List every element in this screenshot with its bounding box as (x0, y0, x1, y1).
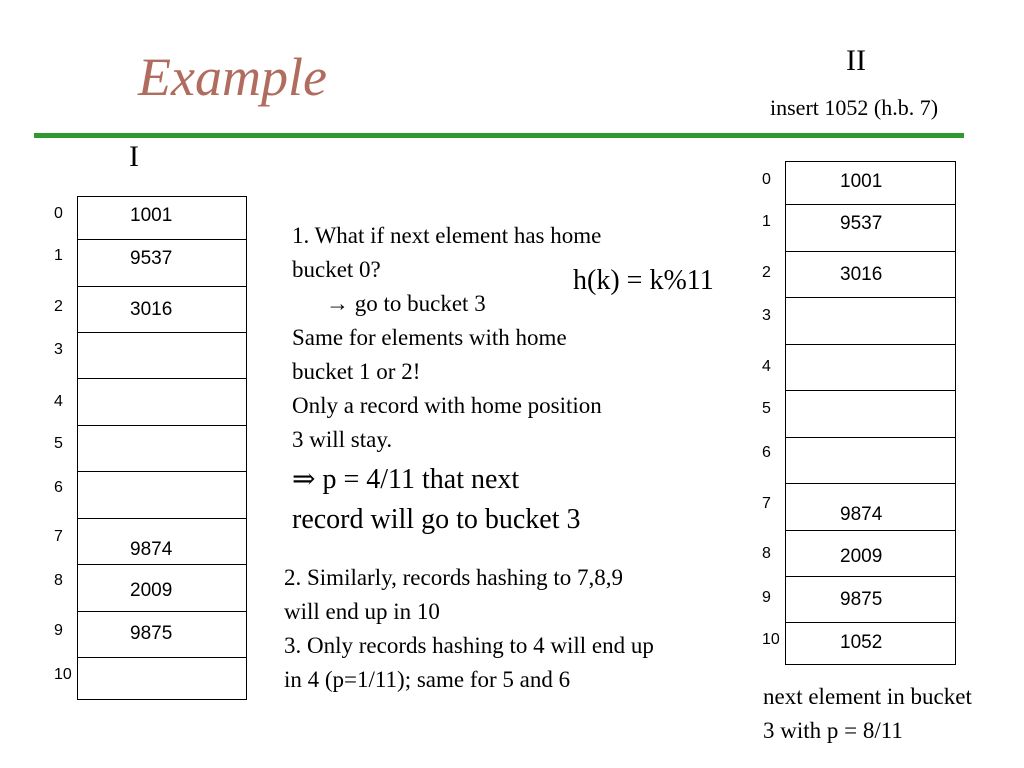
q1-line-2: bucket 0? (292, 257, 381, 282)
title-divider (34, 133, 964, 138)
right-note (763, 680, 972, 748)
bucket-value: 9875 (840, 589, 883, 610)
bucket-value: 1001 (840, 171, 883, 192)
bucket-index: 3 (54, 341, 63, 358)
bucket-value: 1052 (840, 632, 883, 653)
question-1-block (292, 219, 602, 457)
bucket-index: 8 (762, 545, 771, 562)
q1-line-5: bucket 1 or 2! (292, 359, 421, 384)
bucket-index: 9 (762, 589, 771, 606)
question-1-conclusion (292, 460, 580, 540)
q2-line-2: will end up in 10 (284, 599, 440, 624)
bucket-cell (785, 344, 956, 391)
bucket-index: 5 (54, 435, 63, 452)
bucket-index: 2 (54, 298, 63, 315)
insert-note: insert 1052 (h.b. 7) (770, 95, 939, 120)
bucket-value: 2009 (130, 580, 173, 601)
bucket-value: 1001 (130, 205, 173, 226)
right-note-line-1: next element in bucket (763, 684, 972, 709)
q1-line-8: ⇒ p = 4/11 that next (292, 464, 520, 495)
bucket-index: 9 (54, 622, 63, 639)
bucket-value: 9874 (130, 539, 173, 560)
bucket-cell (785, 437, 956, 484)
bucket-value: 3016 (840, 264, 883, 285)
bucket-cell (785, 297, 956, 345)
right-note-line-2: 3 with p = 8/11 (763, 718, 903, 743)
label-i: I (129, 140, 139, 173)
bucket-index: 10 (762, 631, 780, 648)
bucket-index: 10 (54, 666, 72, 683)
hash-formula: h(k) = k%11 (573, 265, 714, 296)
q3-line-2: in 4 (p=1/11); same for 5 and 6 (284, 667, 571, 692)
slide-title: Example (138, 47, 327, 107)
bucket-cell (77, 378, 247, 426)
bucket-index: 7 (762, 495, 771, 512)
q1-line-1: 1. What if next element has home (292, 223, 602, 248)
bucket-index: 1 (762, 213, 771, 230)
bucket-index: 0 (762, 171, 771, 188)
q1-line-7: 3 will stay. (292, 427, 393, 452)
bucket-cell (77, 657, 247, 700)
bucket-value: 9537 (130, 248, 173, 269)
bucket-index: 1 (54, 247, 63, 264)
bucket-cell (77, 425, 247, 472)
bucket-index: 0 (54, 205, 63, 222)
q1-line-6: Only a record with home position (292, 393, 602, 418)
bucket-index: 2 (762, 264, 771, 281)
q1-line-4: Same for elements with home (292, 325, 567, 350)
q1-line-9: record will go to bucket 3 (292, 504, 581, 535)
bucket-index: 6 (54, 479, 63, 496)
bucket-index: 3 (762, 307, 771, 324)
q1-line-3: → go to bucket 3 (326, 291, 486, 316)
q3-line-1: 3. Only records hashing to 4 will end up (284, 633, 654, 658)
bucket-value: 2009 (840, 546, 883, 567)
bucket-index: 5 (762, 400, 771, 417)
question-2-3-block (284, 561, 654, 697)
bucket-value: 9875 (130, 623, 173, 644)
bucket-cell (77, 471, 247, 519)
bucket-index: 8 (54, 572, 63, 589)
bucket-value: 3016 (130, 299, 173, 320)
q2-line-1: 2. Similarly, records hashing to 7,8,9 (284, 565, 623, 590)
bucket-index: 7 (54, 528, 63, 545)
bucket-index: 6 (762, 444, 771, 461)
bucket-index: 4 (54, 393, 63, 410)
bucket-value: 9537 (840, 213, 883, 234)
bucket-cell (77, 332, 247, 379)
label-ii: II (846, 44, 866, 77)
bucket-value: 9874 (840, 504, 883, 525)
bucket-index: 4 (762, 358, 771, 375)
bucket-cell (785, 390, 956, 438)
